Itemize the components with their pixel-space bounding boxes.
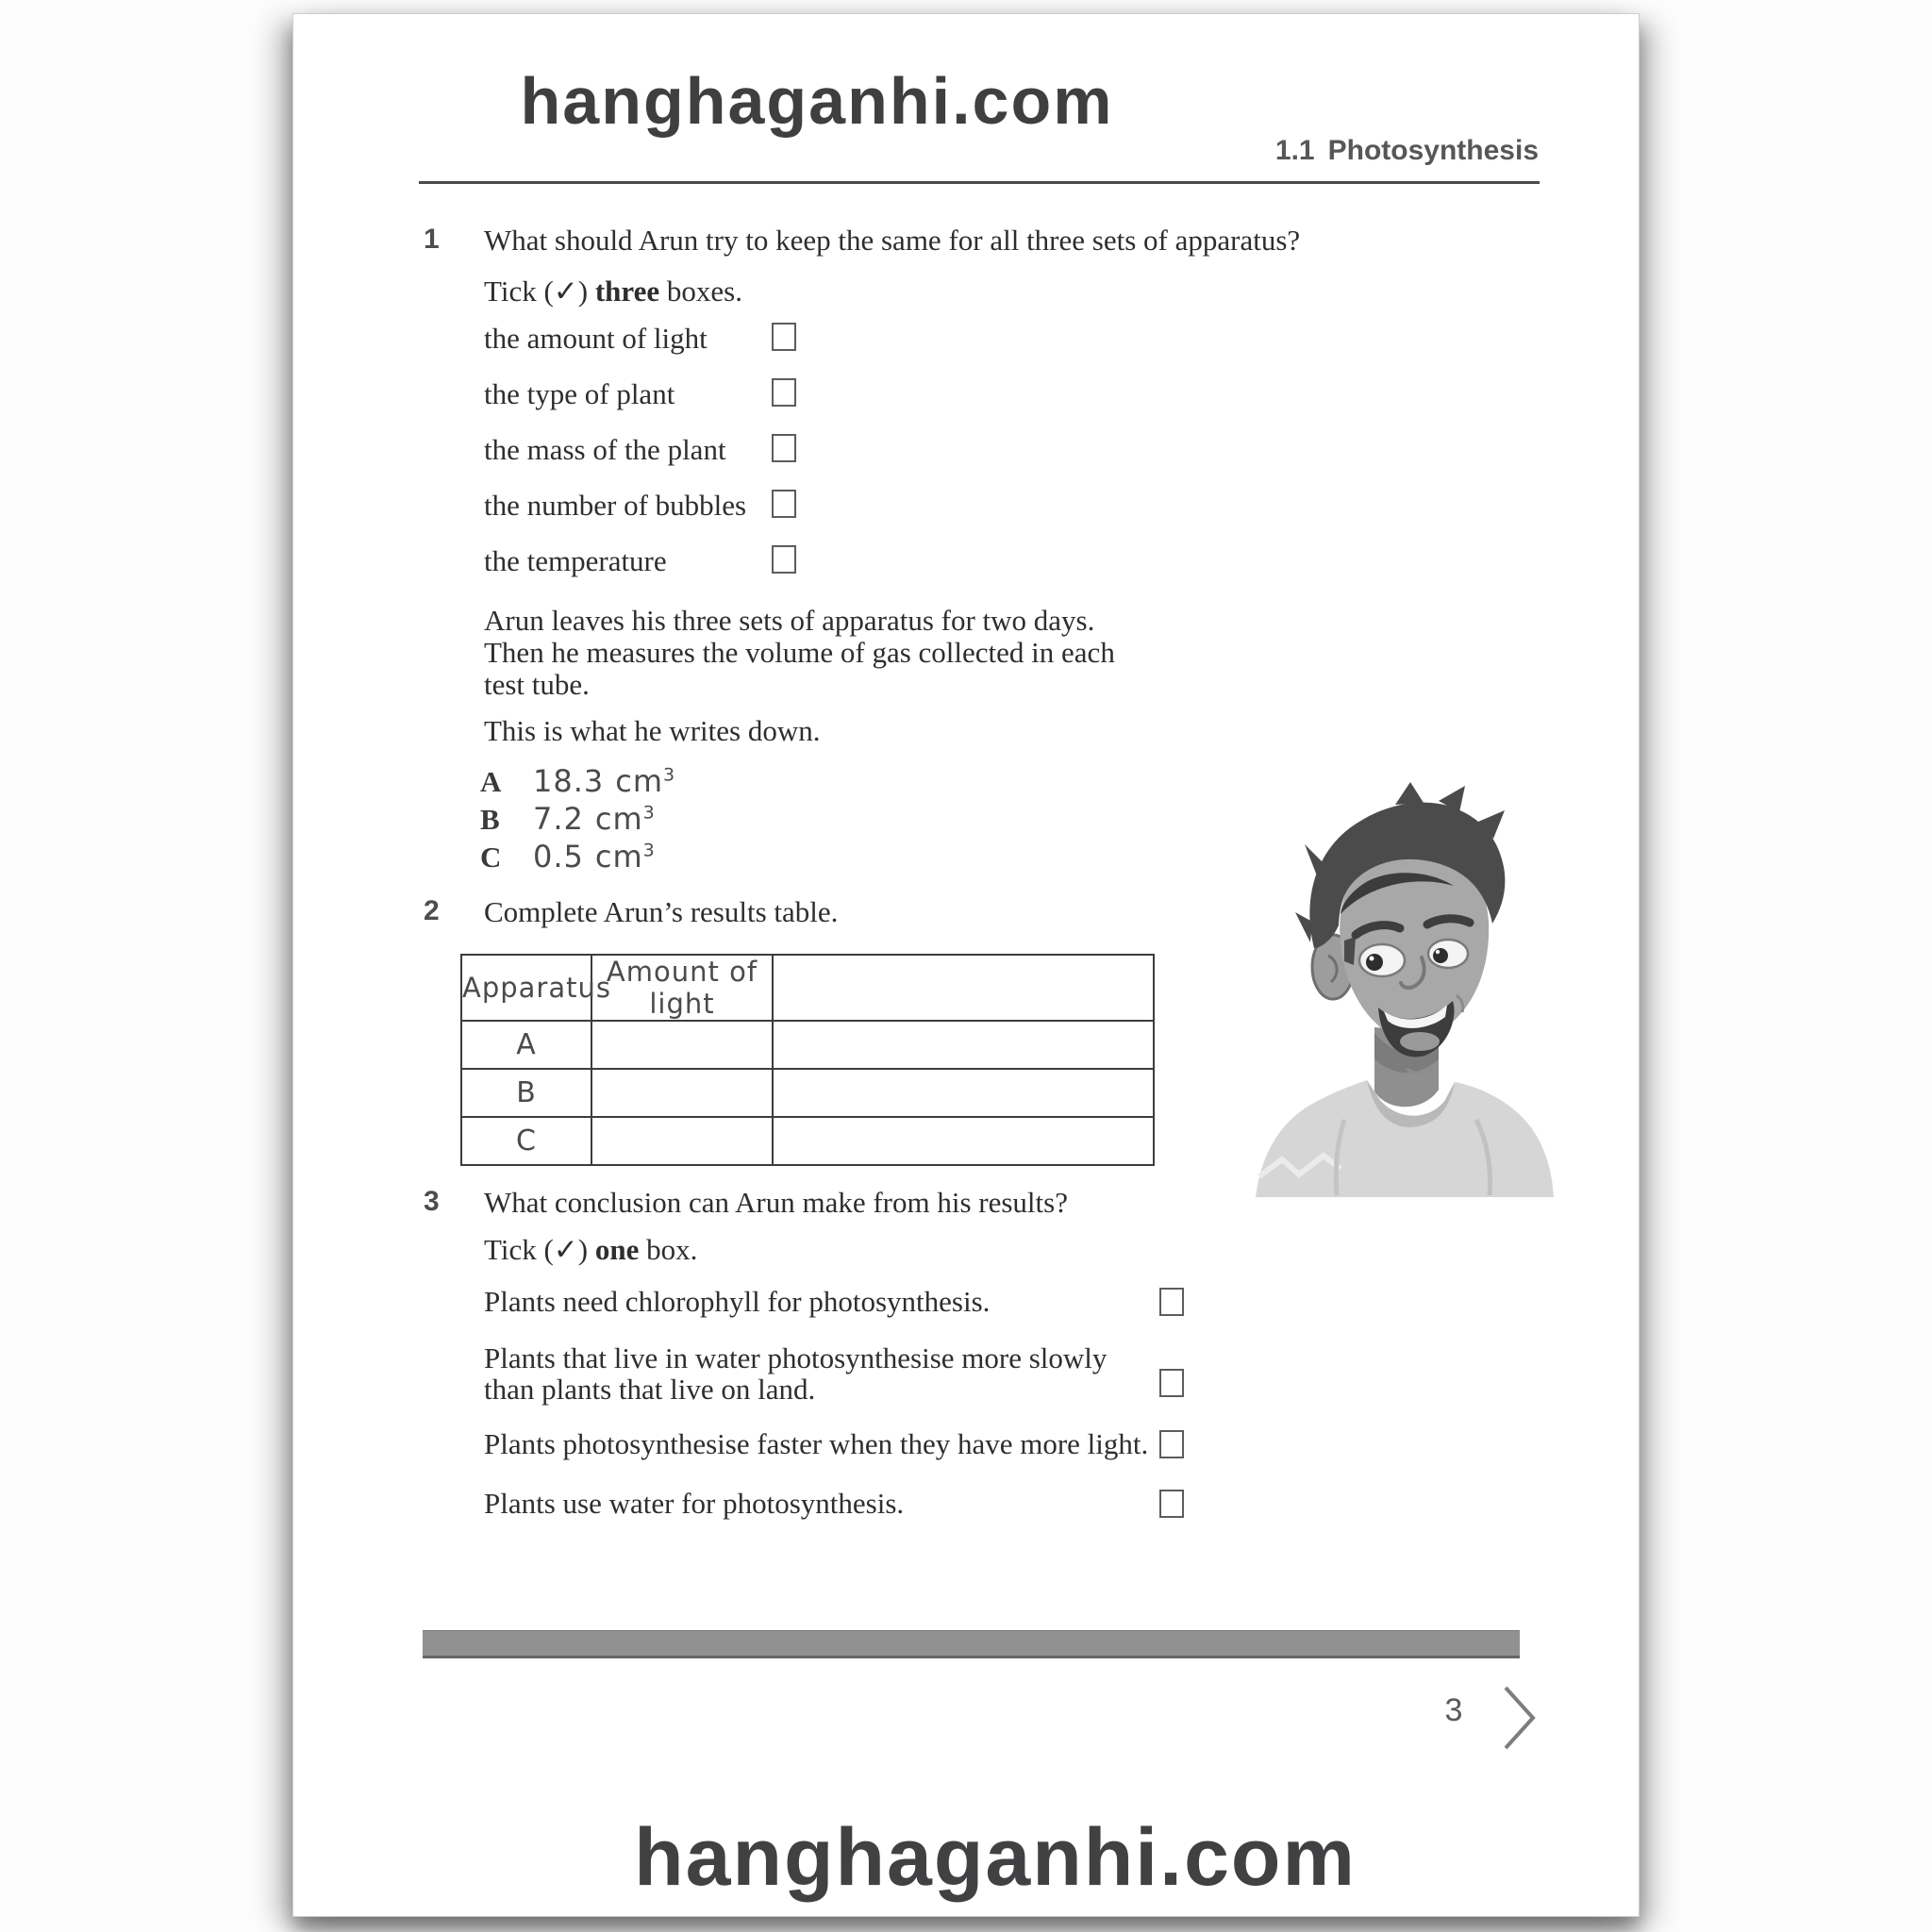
checkbox[interactable] (1159, 1288, 1184, 1316)
measurement-unit: cm (594, 839, 643, 874)
footer-bar (423, 1630, 1520, 1658)
checkbox[interactable] (772, 378, 796, 407)
q1-tick-pre: Tick (✓) (484, 275, 595, 308)
q1-option-row (484, 322, 1144, 377)
q1-paragraph (484, 605, 1115, 701)
q1-options-list (484, 322, 1144, 600)
q1-option-row (484, 544, 1144, 600)
bottom-watermark: hanghaganhi.com (634, 1812, 1357, 1903)
table-row (461, 1021, 1154, 1069)
measurement-label: A (480, 765, 502, 798)
q1-tick-bold: three (594, 275, 660, 308)
measurement-number: 18.3 (533, 763, 605, 799)
q1-option-label: the number of bubbles (484, 489, 747, 522)
table-cell-apparatus: B (461, 1069, 591, 1117)
q1-number: 1 (424, 224, 440, 255)
table-header-apparatus: Apparatus (461, 955, 591, 1021)
table-cell-apparatus: A (461, 1021, 591, 1069)
q3-number: 3 (424, 1186, 440, 1217)
checkbox[interactable] (772, 490, 796, 518)
q3-option-line: Plants that live in water photosynthesise more slowly (484, 1341, 1108, 1374)
table-cell-apparatus: C (461, 1117, 591, 1165)
q3-tick-instruction (484, 1233, 697, 1267)
q3-text: What conclusion can Arun make from his results? (484, 1186, 1068, 1219)
q1-tick-instruction (484, 275, 742, 308)
q1-option-label: the amount of light (484, 322, 708, 355)
table-header-blank[interactable] (773, 955, 1154, 1021)
paragraph-line: Then he measures the volume of gas collected in each (484, 636, 1115, 669)
checkbox[interactable] (772, 434, 796, 462)
chevron-right-icon (1499, 1682, 1541, 1754)
table-cell-blank[interactable] (773, 1117, 1154, 1165)
checkbox[interactable] (1159, 1490, 1184, 1518)
measurement-row (480, 803, 675, 841)
checkbox[interactable] (1159, 1369, 1184, 1397)
results-table (460, 954, 1155, 1166)
measurement-label: B (480, 803, 500, 836)
table-row (461, 1069, 1154, 1117)
q1-option-row (484, 433, 1144, 489)
q3-option-row (484, 1428, 1229, 1459)
q3-option-line: Plants need chlorophyll for photosynthesis. (484, 1285, 991, 1318)
measurement-unit: cm (594, 801, 643, 837)
q1-tick-post: boxes. (659, 275, 742, 308)
paragraph-line: Arun leaves his three sets of apparatus for two days. (484, 604, 1095, 637)
table-cell-blank[interactable] (773, 1021, 1154, 1069)
q3-option-line: Plants use water for photosynthesis. (484, 1487, 905, 1520)
table-row (461, 1117, 1154, 1165)
checkbox[interactable] (1159, 1430, 1184, 1458)
measurement-label: C (480, 841, 502, 874)
checkbox[interactable] (772, 323, 796, 351)
table-cell-blank[interactable] (591, 1021, 773, 1069)
measurement-number: 7.2 (533, 801, 584, 837)
measurement-value (533, 765, 675, 797)
measurement-value (533, 803, 656, 835)
measurement-exponent: 3 (663, 764, 676, 786)
measurement-value (533, 841, 656, 873)
q3-option-row (484, 1488, 1229, 1519)
q1-writes-down: This is what he writes down. (484, 714, 821, 747)
measurement-exponent: 3 (642, 802, 656, 824)
q3-tick-bold: one (594, 1233, 640, 1266)
section-title: Photosynthesis (1327, 135, 1539, 166)
q1-option-row (484, 489, 1144, 544)
checkbox[interactable] (772, 545, 796, 574)
q1-option-label: the mass of the plant (484, 433, 726, 466)
q3-tick-pre: Tick (✓) (484, 1233, 595, 1266)
worksheet-page (292, 13, 1640, 1917)
q1-text: What should Arun try to keep the same for all three sets of apparatus? (484, 224, 1301, 257)
q3-option-line: than plants that live on land. (484, 1373, 816, 1406)
section-number: 1.1 (1274, 135, 1315, 166)
page-number: 3 (1444, 1692, 1463, 1728)
q2-number: 2 (424, 895, 440, 926)
measurement-row (480, 765, 675, 803)
q3-option-line: Plants photosynthesise faster when they have more light. (484, 1427, 1149, 1460)
q1-measurements (480, 765, 675, 878)
measurement-unit: cm (615, 763, 664, 799)
boy-cartoon-illustration (1254, 780, 1557, 1197)
table-cell-blank[interactable] (773, 1069, 1154, 1117)
paragraph-line: test tube. (484, 668, 590, 701)
header-rule (419, 181, 1540, 184)
table-cell-blank[interactable] (591, 1069, 773, 1117)
table-header-amount-of-light: Amount of light (591, 955, 773, 1021)
measurement-row (480, 841, 675, 878)
q2-text: Complete Arun’s results table. (484, 895, 839, 928)
table-cell-blank[interactable] (591, 1117, 773, 1165)
measurement-exponent: 3 (642, 840, 656, 861)
q1-option-row (484, 377, 1144, 433)
section-heading (1275, 135, 1539, 167)
q3-tick-post: box. (639, 1233, 698, 1266)
measurement-number: 0.5 (533, 839, 584, 874)
q3-option-row (484, 1286, 1229, 1317)
q1-option-label: the temperature (484, 544, 667, 577)
q3-option-row (484, 1342, 1229, 1405)
top-watermark: hanghaganhi.com (520, 64, 1114, 138)
q1-option-label: the type of plant (484, 377, 675, 410)
